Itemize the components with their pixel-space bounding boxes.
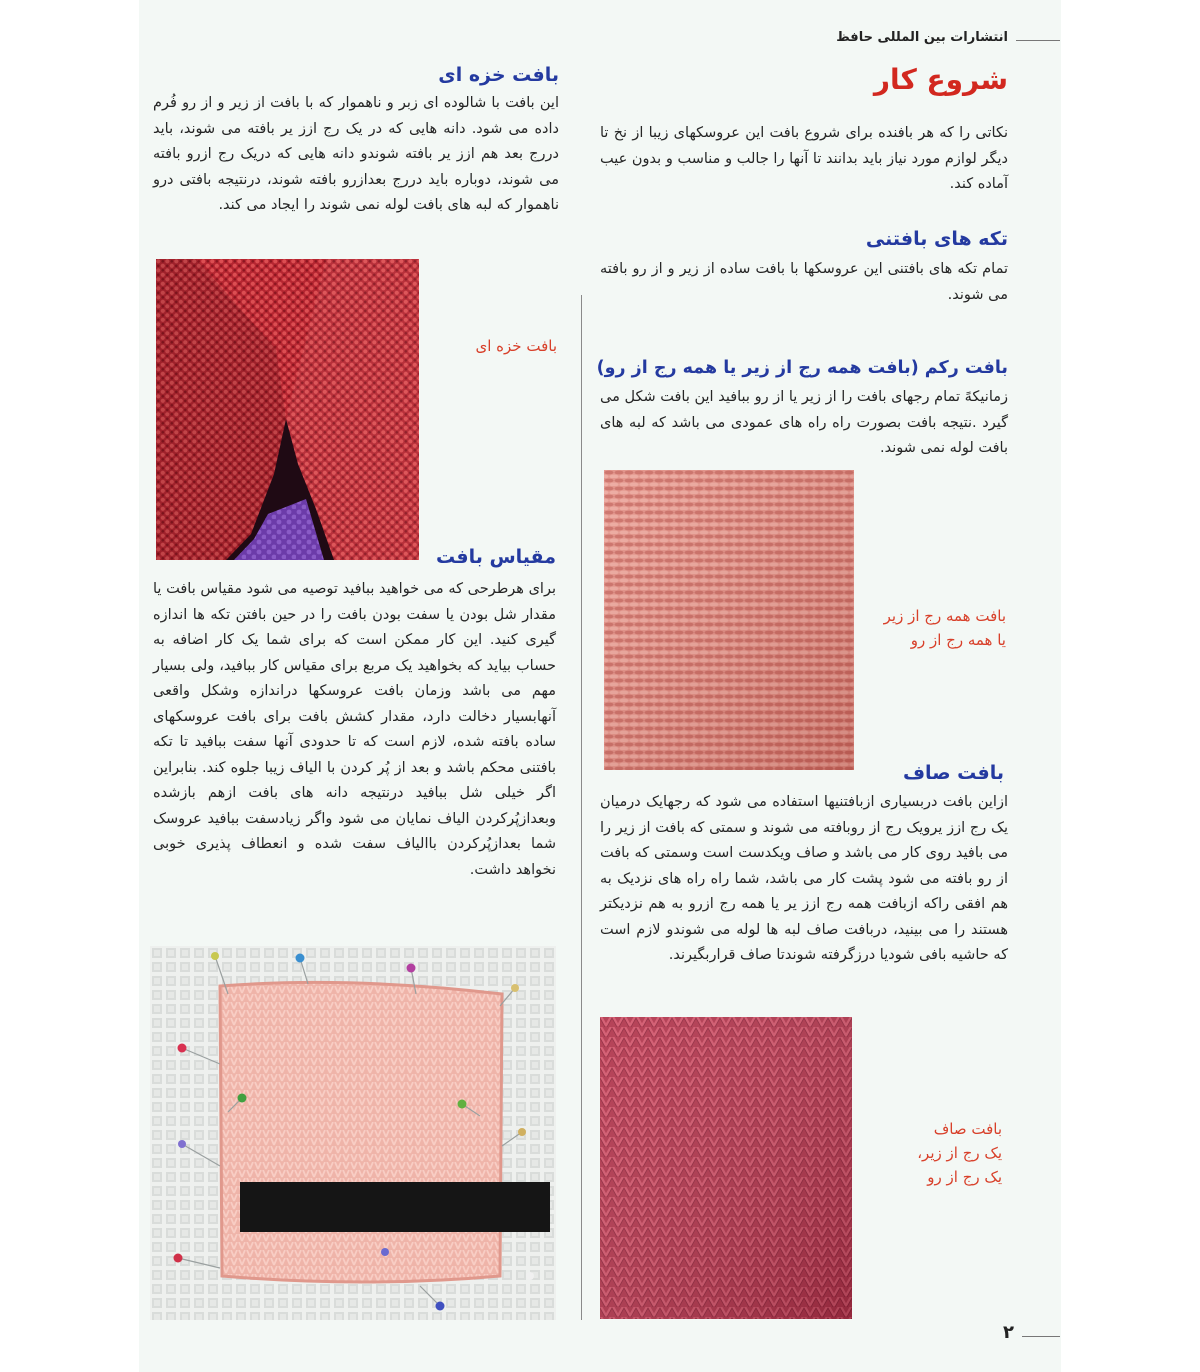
seed-paragraph: این بافت با شالوده ای زبر و ناهموار که با بافت از زیر و از رو فُرم داده می شود. دانه هایی که در یک رج ازز یر بافته می شوند، باید دررج بعد هم ازز یر بافته شوندو دانه هایی که دریک رج ازرو بافته می شوند، دوباره باید دررج بعدازرو بافته شوند، درنتیجه بافتی درو ناهموار که لبه های بافت لوله نمی شوند را ایجاد می کند.: [153, 95, 559, 213]
stockinette-heading: بافت صاف: [902, 762, 1004, 784]
garter-caption-line1: بافت همه رج از زیر: [883, 607, 1006, 625]
publisher-name: انتشارات بین المللی حافظ: [836, 30, 1008, 45]
gauge-paragraph: برای هرطرحی که می خواهید ببافید توصیه می شود مقیاس بافت یا مقدار شل بودن یا سفت بودن بافت را در حین بافتن تکه ها اندازه گیری کنید. این کار ممکن است که برای شما یک کار اضافه به حساب بیاید که بخواهید یک مربع برای مقیاس کار ببافید، ولی بسیار مهم می باشد وزمان بافت عروسکها دراندازه وشکل واقعی آنهابسیار دخالت دارد، مقدار کشش بافت برای بافت عروسکهای ساده بافته شده، لازم است که تا حدودی آنها سفت ببافید تا تکه بافتنی محکم باشد و بعد از پُر کردن با الیاف زیبا جلوه کند. بنابراین اگر خیلی شل ببافید درنتیجه دانه های بافت ازهم بازشده وبعدازپُرکردن الیاف نمایان می شود واگر زیادسفت ببافید عروسک شما بعدازپُرکردن باالیاف سفت شده و انعطاف پذیری خوبی نخواهد داشت.: [153, 581, 556, 878]
intro-paragraph: نکاتی را که هر بافنده برای شروع بافت این عروسکهای زیبا از نخ تا دیگر لوازم مورد نیاز باید بدانند تا آنها را جالب و مناسب و بدون عیب آماده کند.: [600, 125, 1008, 192]
garter-caption-line2: یا همه رج از رو: [910, 631, 1006, 649]
header-rule: [1016, 40, 1060, 41]
stockinette-caption-line2: یک رج از زیر،: [917, 1144, 1002, 1162]
pieces-paragraph: تمام تکه های بافتنی این عروسکها با بافت ساده از زیر و از رو بافته می شوند.: [600, 261, 1008, 303]
seed-heading: بافت خزه ای: [438, 64, 559, 86]
stockinette-caption-line3: یک رج از رو: [927, 1168, 1002, 1186]
garter-stitch-photo: [604, 470, 854, 770]
page-number: ۲: [1003, 1322, 1014, 1343]
garter-caption: [884, 604, 1006, 652]
gauge-swatch-photo: [150, 946, 556, 1320]
page-title: شروع کار: [873, 63, 1008, 96]
stockinette-stitch-photo: [600, 1017, 852, 1319]
garter-heading: بافت رکم (بافت همه رج از زیر یا همه رج از رو): [596, 358, 1008, 378]
seed-caption: بافت خزه ای: [475, 337, 557, 355]
column-divider: [581, 295, 582, 1320]
footer-rule: [1022, 1336, 1060, 1337]
stockinette-paragraph: ازاین بافت دربسیاری ازبافتنیها استفاده می شود که رجهایک درمیان یک رج ازز یرویک رج از روبافته می شوند و سمتی که بافت از زیر را می بافید روی کار می باشد و صاف ویکدست است وسمتی که بافت از رو بافته می شود پشت کار می باشد، شما راه راه های نزدیک به هم افقی راکه ازبافت همه رج ازز یر یا همه رج ازرو به هم نزدیکتر هستند را می بینید، دربافت صاف لبه ها لوله می شوندو لازم است که حاشیه بافی شودیا درزگرفته شوندتا صاف قراربگیرند.: [600, 794, 1008, 963]
garter-paragraph: زمانیکهً تمام رجهای بافت را از زیر یا از رو ببافید این بافت شکل می گیرد .نتیجه بافت بصورت راه راه های عمودی می باشد که لبه های بافت لوله نمی شوند.: [600, 389, 1008, 456]
pieces-heading: تکه های بافتنی: [865, 228, 1008, 250]
stockinette-caption: [917, 1117, 1002, 1189]
gauge-heading: مقیاس بافت: [436, 546, 556, 568]
seed-stitch-photo: [156, 259, 419, 560]
stockinette-caption-line1: بافت صاف: [933, 1120, 1002, 1138]
